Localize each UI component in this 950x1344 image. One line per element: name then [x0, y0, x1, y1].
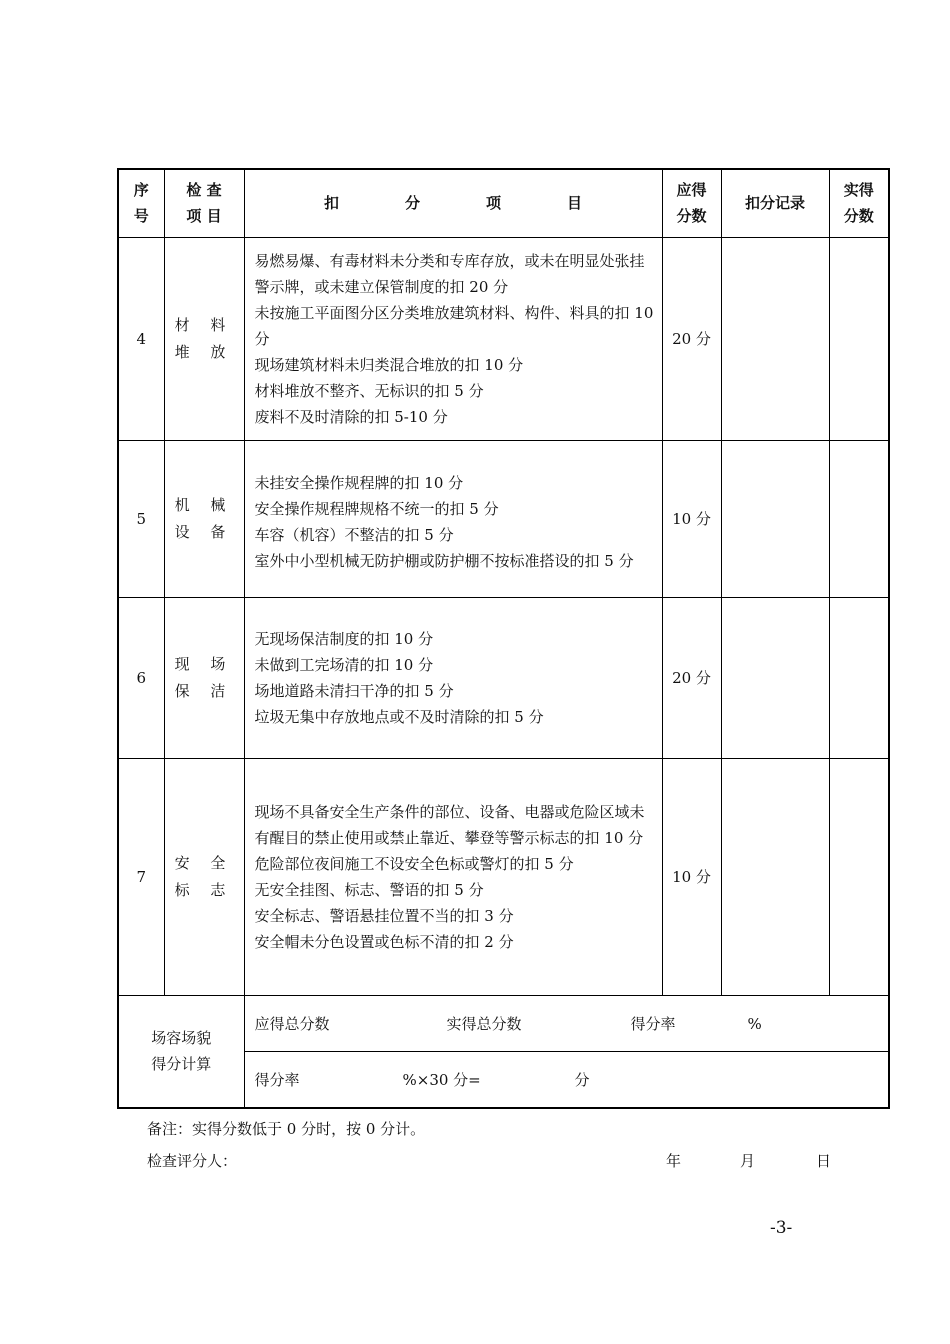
rule-text: 未做到工完场清的扣 10 分	[254, 655, 434, 674]
row-item-line1: 现 场	[174, 654, 234, 673]
summary-row-1	[118, 995, 889, 1051]
rule-text: 室外中小型机械无防护棚或防护棚不按标准搭设的扣 5 分	[254, 551, 634, 570]
table-row	[118, 758, 889, 995]
header-rules-char2: 分	[404, 194, 420, 213]
row-number: 4	[118, 237, 164, 440]
table-row	[118, 440, 889, 597]
row-deduction-record[interactable]	[721, 237, 829, 440]
header-item	[164, 169, 244, 237]
row-deduction-record[interactable]	[721, 597, 829, 758]
row-due-score: 10 分	[662, 440, 721, 597]
rule-text: 无现场保洁制度的扣 10 分	[254, 629, 434, 648]
row-due-score: 10 分	[662, 758, 721, 995]
header-due-line2: 分数	[676, 207, 707, 226]
rule-text: 安全操作规程牌规格不统一的扣 5 分	[254, 499, 499, 518]
date-day-label: 日	[816, 1152, 832, 1170]
row-rules	[244, 237, 662, 440]
row-item-line2: 设 备	[174, 522, 234, 541]
rate-percent: %	[747, 1014, 762, 1033]
rule-text: 安全标志、警语悬挂位置不当的扣 3 分	[254, 906, 514, 925]
rule-text: 车容（机容）不整洁的扣 5 分	[254, 525, 454, 544]
row-number: 7	[118, 758, 164, 995]
row-actual-score[interactable]	[829, 597, 889, 758]
actual-total-label: 实得总分数	[446, 1014, 522, 1033]
rule-text: 无安全挂图、标志、警语的扣 5 分	[254, 880, 484, 899]
rule-text: 未按施工平面图分区分类堆放建筑材料、构件、料具的扣 10 分	[254, 303, 654, 348]
row-item-line2: 保 洁	[174, 681, 234, 700]
row-deduction-record[interactable]	[721, 758, 829, 995]
summary-formula	[244, 1051, 889, 1108]
due-total-label: 应得总分数	[254, 1014, 330, 1033]
row-deduction-record[interactable]	[721, 440, 829, 597]
rule-text: 废料不及时清除的扣 5-10 分	[254, 407, 448, 426]
date-month-label: 月	[740, 1152, 756, 1170]
row-actual-score[interactable]	[829, 440, 889, 597]
header-no-line1: 序	[133, 181, 149, 200]
row-rules	[244, 758, 662, 995]
rule-text: 场地道路未清扫干净的扣 5 分	[254, 681, 454, 700]
row-rules	[244, 597, 662, 758]
rate-label: 得分率	[630, 1014, 676, 1033]
header-due-line1: 应得	[676, 181, 707, 200]
header-item-line1: 检 查	[186, 181, 222, 200]
header-rules-char4: 目	[567, 194, 583, 213]
row-number: 5	[118, 440, 164, 597]
header-rules-char1: 扣	[323, 194, 339, 213]
header-actual-line1: 实得	[843, 181, 874, 200]
row-item-line2: 标 志	[174, 880, 234, 899]
header-no-line2: 号	[133, 207, 149, 226]
row-item	[164, 597, 244, 758]
table-row	[118, 237, 889, 440]
row-due-score: 20 分	[662, 597, 721, 758]
row-item-line1: 机 械	[174, 495, 234, 514]
header-due	[662, 169, 721, 237]
rule-text: 现场不具备安全生产条件的部位、设备、电器或危险区域未有醒目的禁止使用或禁止靠近、攀登等警示标志的扣 10 分	[254, 802, 645, 847]
row-item-line1: 安 全	[174, 853, 234, 872]
row-item-line1: 材 料	[174, 315, 234, 334]
row-item	[164, 440, 244, 597]
rule-text: 材料堆放不整齐、无标识的扣 5 分	[254, 381, 484, 400]
page-number: -3-	[770, 1218, 793, 1238]
header-rules-char3: 项	[486, 194, 502, 213]
rule-text: 安全帽未分色设置或色标不清的扣 2 分	[254, 932, 514, 951]
row-item-line2: 堆 放	[174, 342, 234, 361]
rate-label-2: 得分率	[254, 1070, 300, 1089]
rate-formula: %×30 分=	[402, 1070, 481, 1089]
table-row	[118, 597, 889, 758]
rule-text: 易燃易爆、有毒材料未分类和专库存放，或未在明显处张挂警示牌，或未建立保管制度的扣 20 分	[254, 251, 645, 296]
header-rules	[244, 169, 662, 237]
summary-totals	[244, 995, 889, 1051]
scoring-table	[117, 168, 890, 1109]
header-actual-line2: 分数	[843, 207, 874, 226]
header-actual	[829, 169, 889, 237]
header-record: 扣分记录	[721, 169, 829, 237]
rule-text: 垃圾无集中存放地点或不及时清除的扣 5 分	[254, 707, 544, 726]
rule-text: 未挂安全操作规程牌的扣 10 分	[254, 473, 464, 492]
row-number: 6	[118, 597, 164, 758]
row-actual-score[interactable]	[829, 758, 889, 995]
score-unit: 分	[574, 1070, 590, 1089]
header-row	[118, 169, 889, 237]
inspector-label: 检查评分人：	[147, 1152, 238, 1170]
row-rules	[244, 440, 662, 597]
summary-label-line2: 得分计算	[151, 1055, 212, 1073]
header-item-line2: 项 目	[186, 207, 222, 226]
remark-note: 备注：实得分数低于 0 分时，按 0 分计。	[147, 1120, 426, 1138]
summary-label	[118, 995, 244, 1108]
header-no	[118, 169, 164, 237]
date-year-label: 年	[666, 1152, 682, 1170]
summary-label-line1: 场容场貌	[151, 1029, 212, 1047]
row-actual-score[interactable]	[829, 237, 889, 440]
rule-text: 危险部位夜间施工不设安全色标或警灯的扣 5 分	[254, 854, 574, 873]
rule-text: 现场建筑材料未归类混合堆放的扣 10 分	[254, 355, 524, 374]
row-item	[164, 758, 244, 995]
row-item	[164, 237, 244, 440]
row-due-score: 20 分	[662, 237, 721, 440]
